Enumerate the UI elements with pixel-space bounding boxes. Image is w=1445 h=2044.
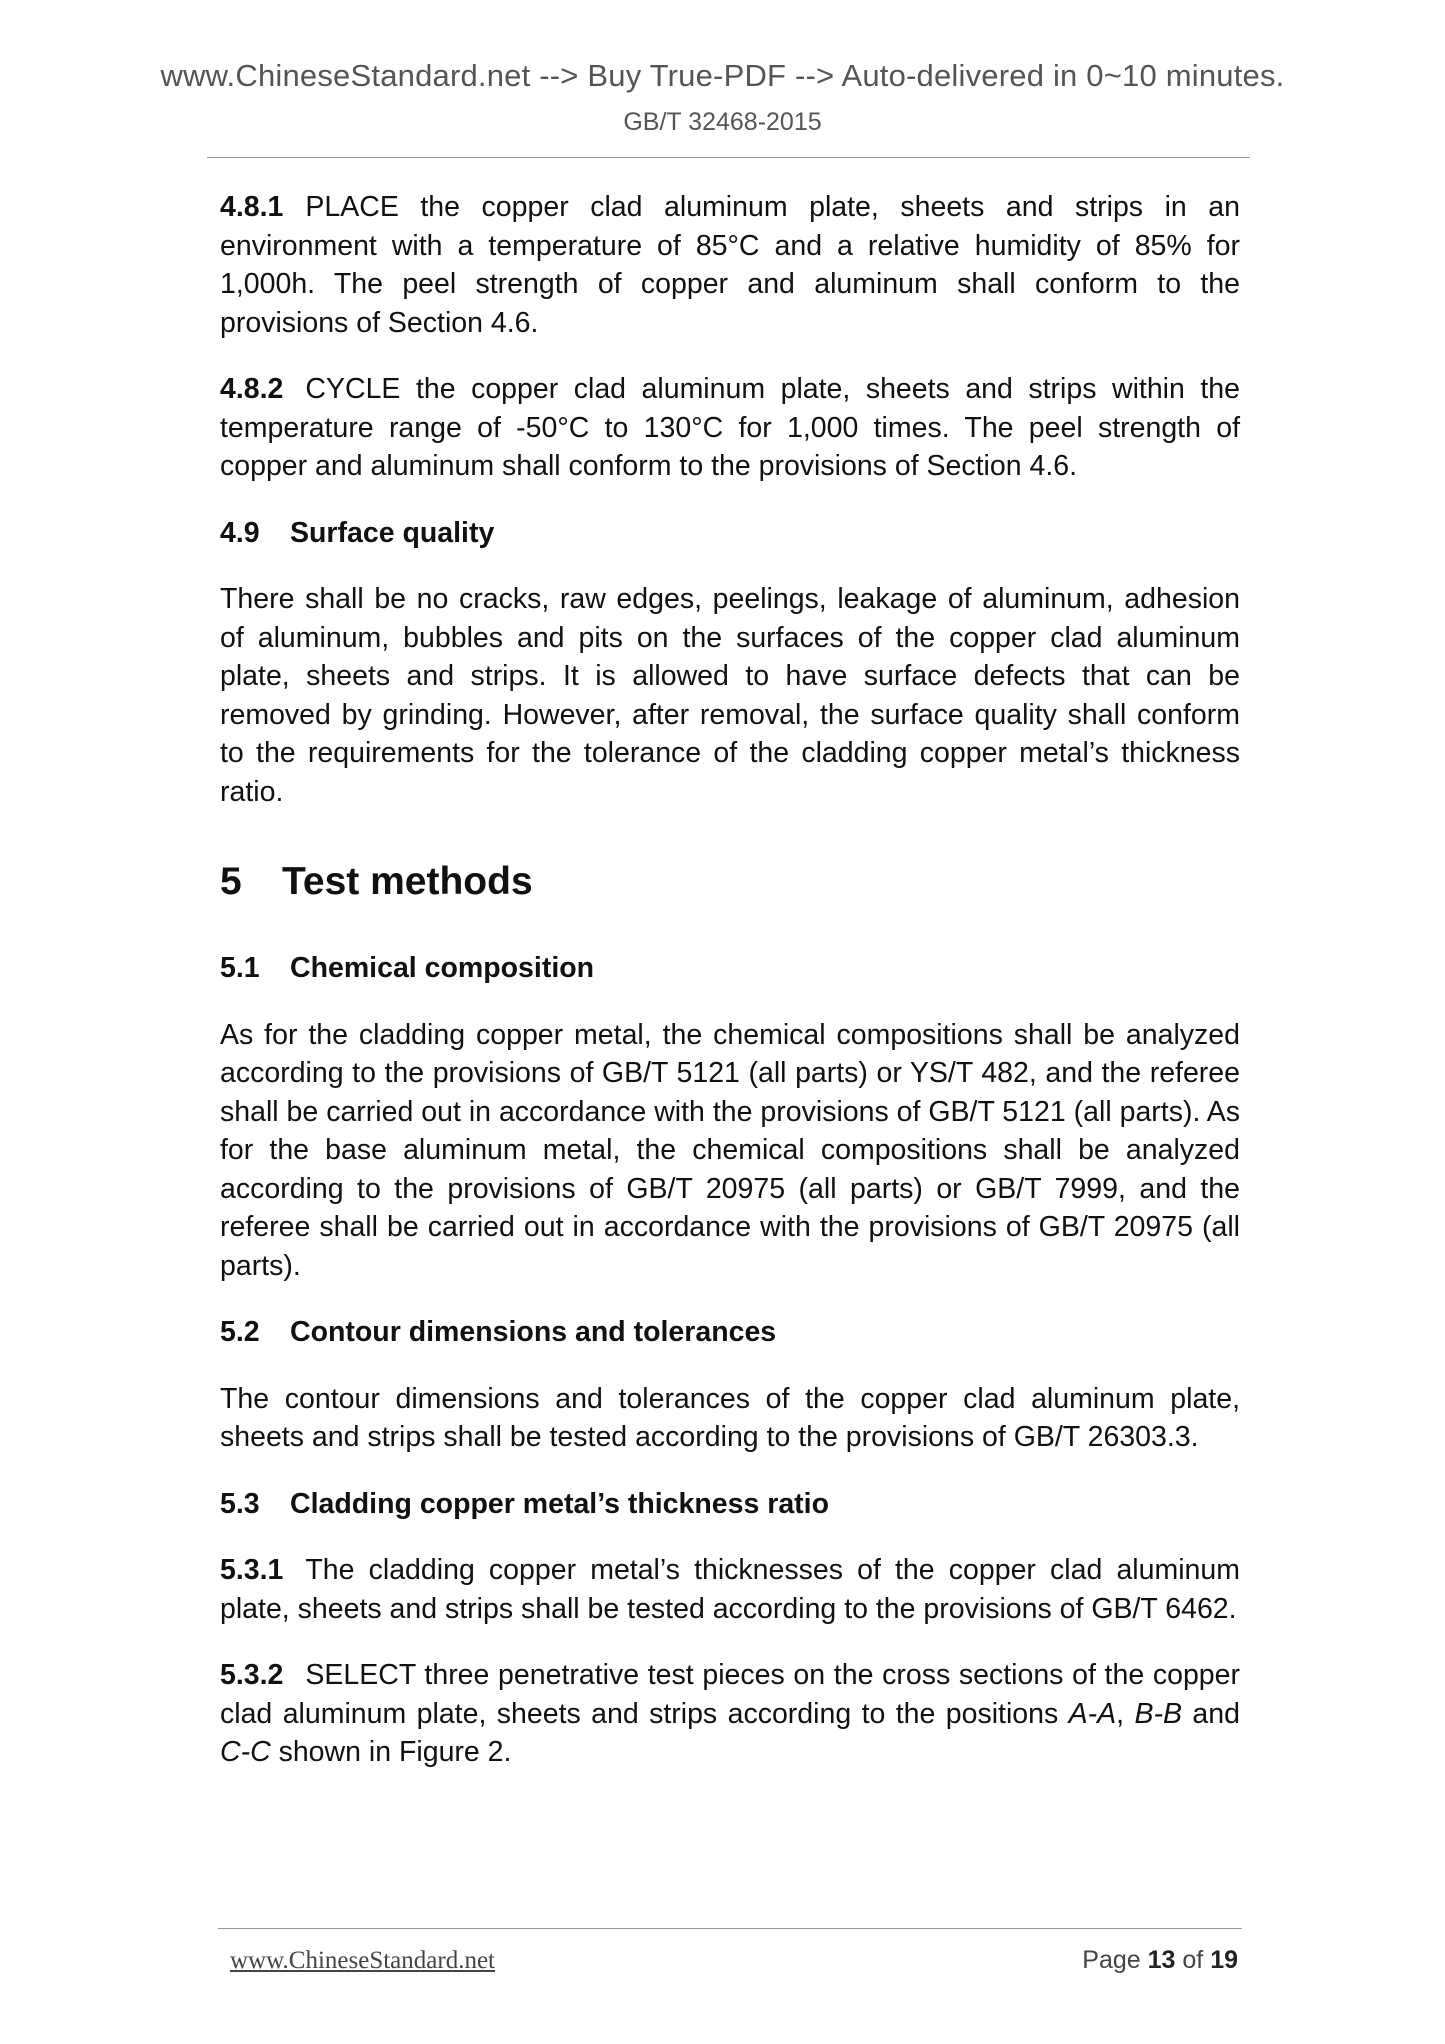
- header-divider: [207, 157, 1250, 158]
- paragraph-5-2: The contour dimensions and tolerances of the copper clad aluminum plate, sheets and strips shall be tested according to the provisions of GB/T 26303.3.: [220, 1382, 1240, 1453]
- clause-text: and: [1192, 1697, 1240, 1730]
- clause-text: CYCLE the copper clad aluminum plate, sheets and strips within the temperature range of -50°C to 130°C for 1,000 times. The peel strength of copper and aluminum shall conform to the provisions of Section 4.6.: [220, 373, 1240, 482]
- page-total: 19: [1210, 1946, 1238, 1974]
- clause-text: ,: [1116, 1697, 1125, 1730]
- clause-4-8-1: [220, 188, 1240, 342]
- clause-text: SELECT three penetrative test pieces on the cross sections of the copper clad aluminum plate, sheets and strips according to the positions: [220, 1659, 1240, 1730]
- document-body: [220, 188, 1240, 1800]
- heading-title: Cladding copper metal’s thickness ratio: [290, 1487, 829, 1520]
- page-current: 13: [1147, 1946, 1176, 1974]
- clause-5-3-2: [220, 1656, 1240, 1772]
- heading-5: [220, 857, 1240, 907]
- page-indicator: [1082, 1946, 1238, 1975]
- heading-number: 5.1: [220, 952, 260, 984]
- position-label-b: B-B: [1134, 1697, 1183, 1730]
- footer-divider: [218, 1928, 1242, 1929]
- heading-title: Contour dimensions and tolerances: [290, 1316, 777, 1348]
- position-label-a: A-A: [1068, 1697, 1117, 1730]
- footer-site-link[interactable]: www.ChineseStandard.net: [230, 1947, 495, 1974]
- clause-number: 4.8.1: [220, 191, 284, 223]
- clause-number: 5.3.2: [220, 1659, 284, 1691]
- clause-5-3-1: [220, 1551, 1240, 1628]
- heading-number: 5: [220, 860, 242, 903]
- header-banner: www.ChineseStandard.net --> Buy True-PDF --> Auto-delivered in 0~10 minutes.: [160, 58, 1285, 93]
- clause-text: shown in Figure 2.: [278, 1736, 512, 1768]
- clause-number: 4.8.2: [220, 373, 284, 405]
- standard-code: GB/T 32468-2015: [623, 108, 822, 136]
- heading-number: 5.3: [220, 1487, 260, 1520]
- heading-number: 5.2: [220, 1316, 260, 1348]
- page-word: Page: [1082, 1946, 1141, 1974]
- of-word: of: [1182, 1946, 1204, 1974]
- heading-5-2: [220, 1313, 1240, 1352]
- clause-text: The cladding copper metal’s thicknesses of the copper clad aluminum plate, sheets and strips shall be tested according to the provisions of GB/T 6462.: [220, 1554, 1240, 1625]
- position-label-c: C-C: [220, 1736, 271, 1768]
- clause-4-8-2: [220, 370, 1240, 486]
- heading-title: Chemical composition: [290, 952, 595, 984]
- heading-number: 4.9: [220, 516, 260, 549]
- heading-5-1: [220, 949, 1240, 988]
- paragraph-5-1: As for the cladding copper metal, the chemical compositions shall be analyzed according to the provisions of GB/T 5121 (all parts) or YS/T 482, and the referee shall be carried out in accordance with the provisions of GB/T 5121 (all parts). As for the base aluminum metal, the chemical compositions shall be analyzed according to the provisions of GB/T 20975 (all parts) or GB/T 7999, and the referee shall be carried out in accordance with the provisions of GB/T 20975 (all parts).: [220, 1018, 1240, 1282]
- heading-4-9: [220, 514, 1240, 553]
- heading-title: Test methods: [282, 860, 533, 903]
- paragraph-4-9: There shall be no cracks, raw edges, peelings, leakage of aluminum, adhesion of aluminum, bubbles and pits on the surfaces of the copper clad aluminum plate, sheets and strips. It is allowed to have surface defects that can be removed by grinding. However, after removal, the surface quality shall conform to the requirements for the tolerance of the cladding copper metal’s thickness ratio.: [220, 583, 1240, 808]
- clause-text: PLACE the copper clad aluminum plate, sheets and strips in an environment with a temperature of 85°C and a relative humidity of 85% for 1,000h. The peel strength of copper and aluminum shall conform to the provisions of Section 4.6.: [220, 191, 1240, 339]
- heading-5-3: [220, 1485, 1240, 1524]
- clause-number: 5.3.1: [220, 1554, 284, 1586]
- heading-title: Surface quality: [290, 516, 495, 549]
